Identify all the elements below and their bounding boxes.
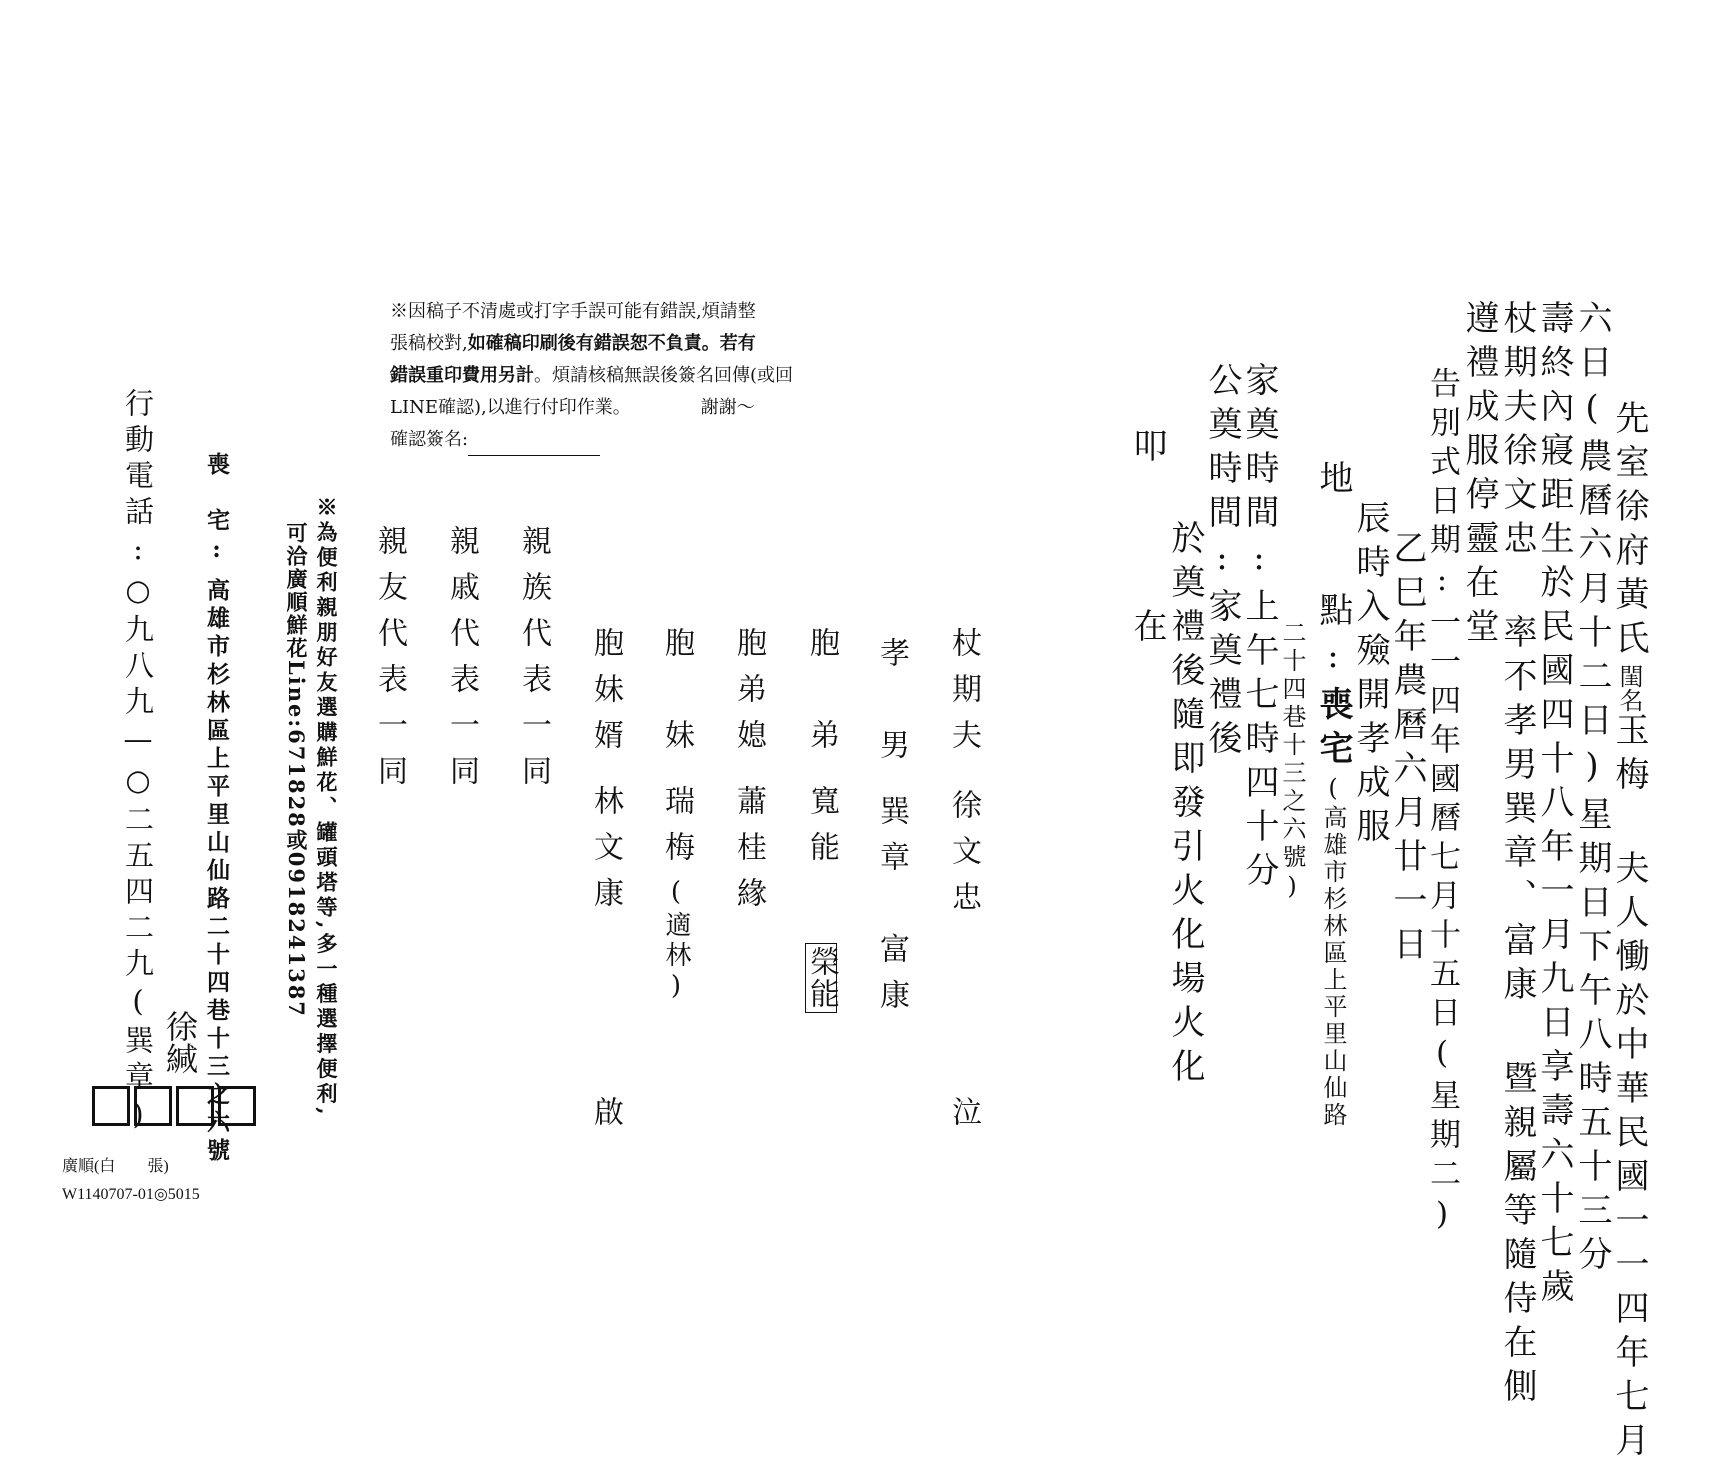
mobile-phone: 行動電話:○九八九—○二五四二九(巽章) [121, 388, 155, 1138]
flower-note-line-1: ※為便利親朋好友選購鮮花、罐頭塔等,多一種選擇便利, [314, 496, 339, 1119]
notice-line-4: LINE確認),以進行付印作業。 謝謝～ [390, 397, 755, 418]
obituary-line-13: 於奠禮後隨即發引火化場火化 [1165, 520, 1205, 1092]
obituary-line-11: 家奠時間:上午七時四十分 [1239, 362, 1279, 896]
signature-line[interactable] [468, 437, 600, 456]
printer-line-2: W1140707-01◎5015 [62, 1186, 200, 1203]
obituary-line-8: 辰時入殮開孝成服 [1350, 500, 1390, 852]
proof-notice [390, 296, 820, 456]
mourner-brother: 胞 弟寬能榮能 [805, 525, 867, 1013]
obituary-line-7: 乙巳年農曆六月廿一日 [1387, 530, 1427, 970]
obituary-line-5: 遵禮成服停靈在堂 [1459, 300, 1499, 652]
stamp-box [218, 1086, 256, 1126]
mourner-sister-in-law: 胞弟媳蕭桂緣 [731, 627, 766, 923]
mourner-clan: 親族代表一同 [516, 525, 551, 801]
weep-mark: 泣 [946, 1096, 981, 1142]
signature-seal: 徐緘 [161, 1010, 199, 1074]
mourner-sons: 孝 男巽章 富康 [874, 637, 909, 1025]
obituary-line-2: 六日(農曆六月十二日)星期日下午八時五十三分 [1572, 300, 1612, 1280]
notice-line-3: 錯誤重印費用另計。煩請核稿無誤後簽名回傳(或回 [390, 365, 794, 386]
obituary-line-3: 壽終內寢距生於民國四十八年一月九日享壽六十七歲 [1534, 300, 1574, 1312]
obituary-line-10: 二十四巷十三之六號) [1278, 620, 1306, 904]
stamp-box [134, 1086, 172, 1126]
mourner-sister: 胞 妹瑞梅(適林) [659, 627, 694, 1005]
stamp-box [92, 1086, 130, 1126]
mourner-friends: 親友代表一同 [372, 525, 407, 801]
stamp-box [176, 1086, 214, 1126]
obituary-line-14: 叩 在 [1127, 428, 1167, 698]
notice-line-5: 確認簽名: [390, 424, 820, 456]
notice-line-1: ※因稿子不清處或打字手誤可能有錯誤,煩請整 [390, 301, 756, 322]
stamp-boxes [92, 1086, 256, 1126]
obituary-line-9: 地 點:喪宅(高雄市杉林區上平里山仙路 [1313, 460, 1353, 1129]
notice-line-2: 張稿校對,如確稿印刷後有錯誤恕不負責。若有 [390, 333, 756, 354]
flower-note-line-2: 可洽廣順鮮花Line:671828或0918241387 [284, 522, 309, 1018]
printer-line-1: 廣順(白 張) [62, 1158, 169, 1175]
obituary-line-4: 杖期夫徐文忠 率不孝男巽章、富康 暨親屬等隨侍在側 [1497, 300, 1537, 1412]
printer-code [62, 1153, 200, 1209]
home-address: 喪 宅:高雄市杉林區上平里山仙路二十四巷十三之六號 [203, 452, 230, 1166]
mourner-brother-2-box: 榮能 [805, 943, 837, 1013]
mourner-husband: 杖期夫徐文忠 [946, 627, 981, 927]
obituary-line-12: 公奠時間:家奠禮後 [1202, 362, 1242, 764]
obituary-line-1-small: 閨名 [1615, 664, 1643, 712]
announce-mark: 啟 [588, 1096, 623, 1142]
obituary-line-1: 先室徐府黃氏閨名玉梅 夫人慟於中華民國一一四年七月 [1609, 400, 1649, 1466]
mourner-relatives: 親戚代表一同 [444, 525, 479, 801]
mourner-sister-husband: 胞妹婿林文康 [588, 627, 623, 923]
obituary-line-6: 告別式日期:一一四年國曆七月十五日(星期二) [1424, 367, 1460, 1240]
